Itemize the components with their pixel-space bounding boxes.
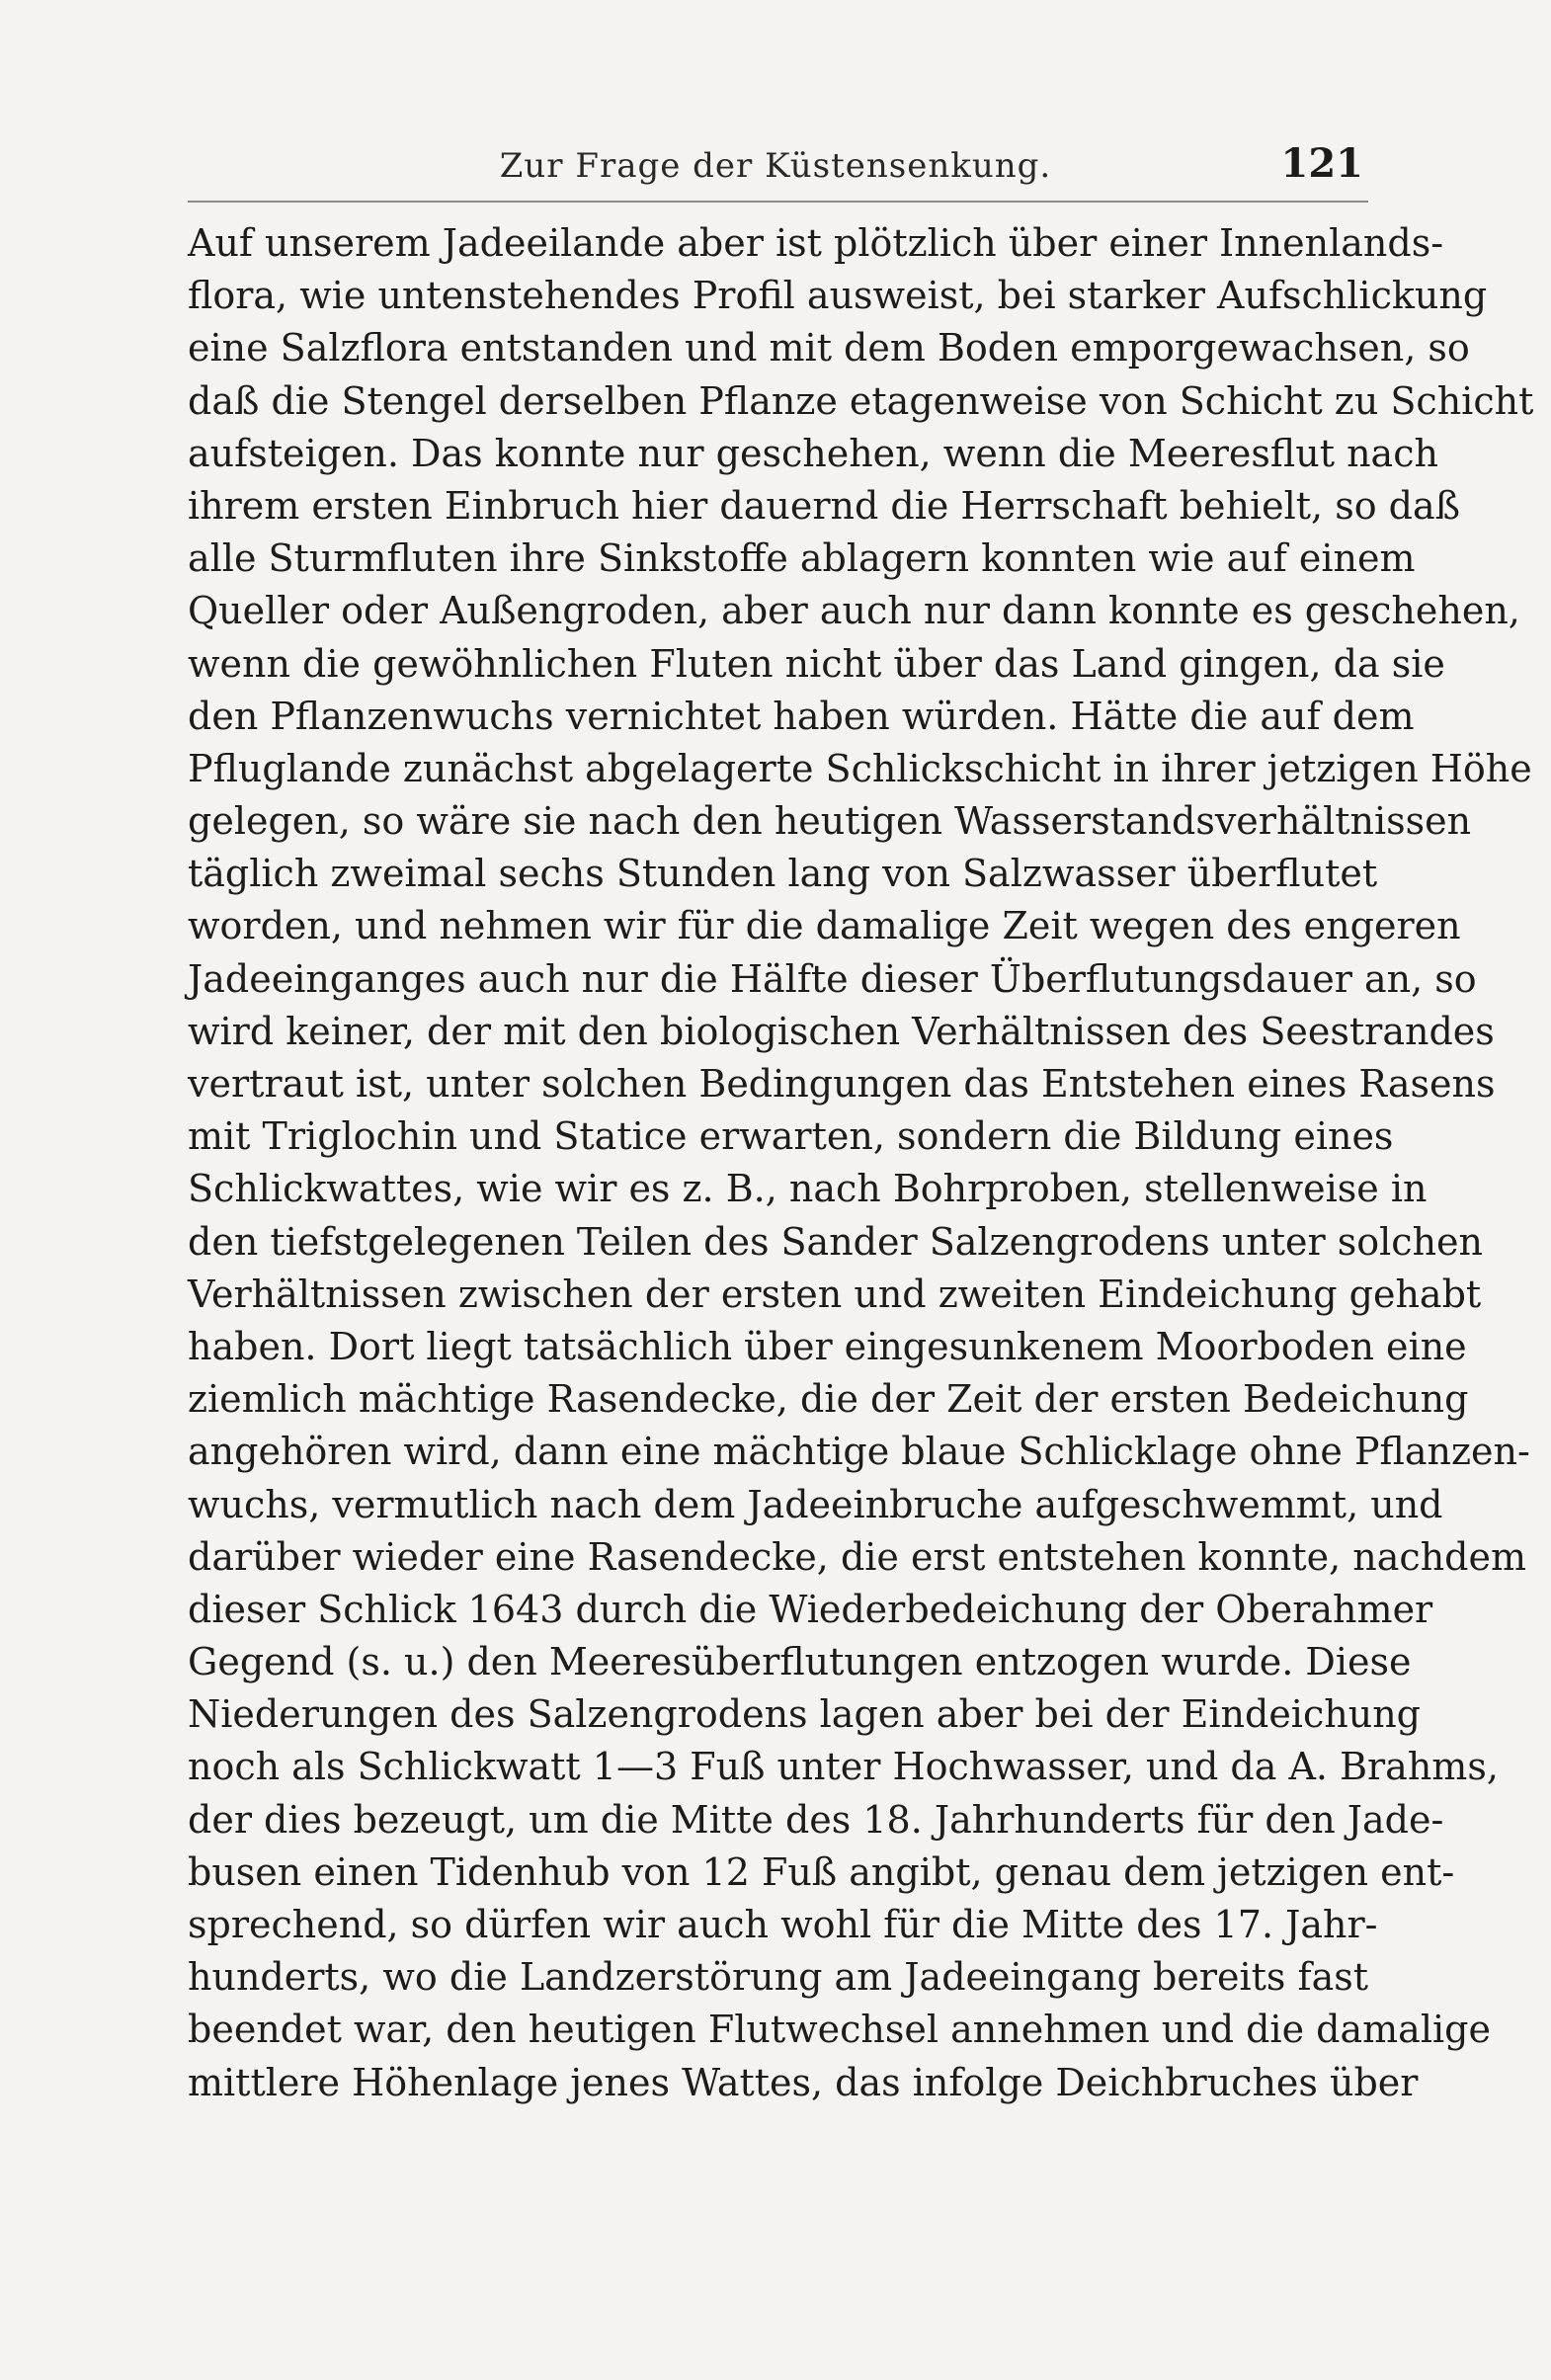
- text-line: täglich zweimal sechs Stunden lang von Salzwasser überflutet: [188, 852, 1378, 896]
- text-line: gelegen, so wäre sie nach den heutigen Wasserstandsverhältnissen: [188, 799, 1472, 844]
- text-line: ziemlich mächtige Rasendecke, die der Zeit der ersten Bedeichung: [188, 1377, 1469, 1422]
- text-line: vertraut ist, unter solchen Bedingungen das Entstehen eines Rasens: [188, 1062, 1496, 1106]
- text-line: Verhältnissen zwischen der ersten und zweiten Eindeichung gehabt: [188, 1272, 1482, 1316]
- text-line: flora, wie untenstehendes Profil ausweist, bei starker Aufschlickung: [188, 274, 1488, 318]
- text-line: Auf unserem Jadeeilande aber ist plötzlich über einer Innenlands-: [188, 221, 1444, 265]
- text-line: beendet war, den heutigen Flutwechsel annehmen und die damalige: [188, 2008, 1491, 2052]
- text-line: hunderts, wo die Landzerstörung am Jadeeingang bereits fast: [188, 1955, 1368, 2000]
- text-line: eine Salzflora entstanden und mit dem Boden emporgewachsen, so: [188, 326, 1470, 370]
- text-line: Pfluglande zunächst abgelagerte Schlickschicht in ihrer jetzigen Höhe: [188, 746, 1532, 790]
- text-line: den tiefstgelegenen Teilen des Sander Salzengrodens unter solchen: [188, 1219, 1483, 1264]
- text-line: noch als Schlickwatt 1—3 Fuß unter Hochwasser, und da A. Brahms,: [188, 1745, 1499, 1789]
- header-rule: [188, 201, 1368, 203]
- text-line: wird keiner, der mit den biologischen Verhältnissen des Seestrandes: [188, 1009, 1495, 1053]
- text-line: Niederungen des Salzengrodens lagen aber bei der Eindeichung: [188, 1692, 1421, 1737]
- running-head: [188, 138, 1363, 198]
- text-line: mit Triglochin und Statice erwarten, sondern die Bildung eines: [188, 1114, 1394, 1159]
- text-line: ihrem ersten Einbruch hier dauernd die Herrschaft behielt, so daß: [188, 483, 1461, 528]
- text-line: alle Sturmfluten ihre Sinkstoffe ablagern konnten wie auf einem: [188, 536, 1416, 581]
- text-line: haben. Dort liegt tatsächlich über eingesunkenem Moorboden eine: [188, 1324, 1467, 1368]
- text-line: aufsteigen. Das konnte nur geschehen, wenn die Meeresflut nach: [188, 431, 1438, 475]
- text-line: Schlickwattes, wie wir es z. B., nach Bohrproben, stellenweise in: [188, 1167, 1428, 1211]
- text-line: angehören wird, dann eine mächtige blaue Schlicklage ohne Pflanzen-: [188, 1430, 1530, 1474]
- page-number: 121: [1280, 140, 1363, 187]
- text-line: der dies bezeugt, um die Mitte des 18. Jahrhunderts für den Jade-: [188, 1797, 1444, 1842]
- text-line: darüber wieder eine Rasendecke, die erst entstehen konnte, nachdem: [188, 1534, 1527, 1579]
- text-line: Queller oder Außengroden, aber auch nur dann konnte es geschehen,: [188, 589, 1520, 633]
- text-line: mittlere Höhenlage jenes Wattes, das infolge Deichbruches über: [188, 2060, 1419, 2104]
- text-line: den Pflanzenwuchs vernichtet haben würden. Hätte die auf dem: [188, 694, 1415, 738]
- text-line: Jadeeinganges auch nur die Hälfte dieser Überflutungsdauer an, so: [188, 956, 1477, 1001]
- text-line: sprechend, so dürfen wir auch wohl für die Mitte des 17. Jahr-: [188, 1903, 1378, 1946]
- text-line: wuchs, vermutlich nach dem Jadeeinbruche aufgeschwemmt, und: [188, 1482, 1443, 1526]
- text-line: busen einen Tidenhub von 12 Fuß angibt, genau dem jetzigen ent-: [188, 1849, 1455, 1894]
- running-title: Zur Frage der Küstensenkung.: [499, 146, 1052, 186]
- text-line: daß die Stengel derselben Pflanze etagenweise von Schicht zu Schicht: [188, 378, 1534, 423]
- text-line: Gegend (s. u.) den Meeresüberflutungen entzogen wurde. Diese: [188, 1640, 1412, 1684]
- body-text: [188, 217, 1534, 2109]
- text-line: wenn die gewöhnlichen Fluten nicht über das Land gingen, da sie: [188, 641, 1445, 686]
- text-line: dieser Schlick 1643 durch die Wiederbedeichung der Oberahmer: [188, 1587, 1433, 1631]
- text-line: worden, und nehmen wir für die damalige Zeit wegen des engeren: [188, 904, 1461, 948]
